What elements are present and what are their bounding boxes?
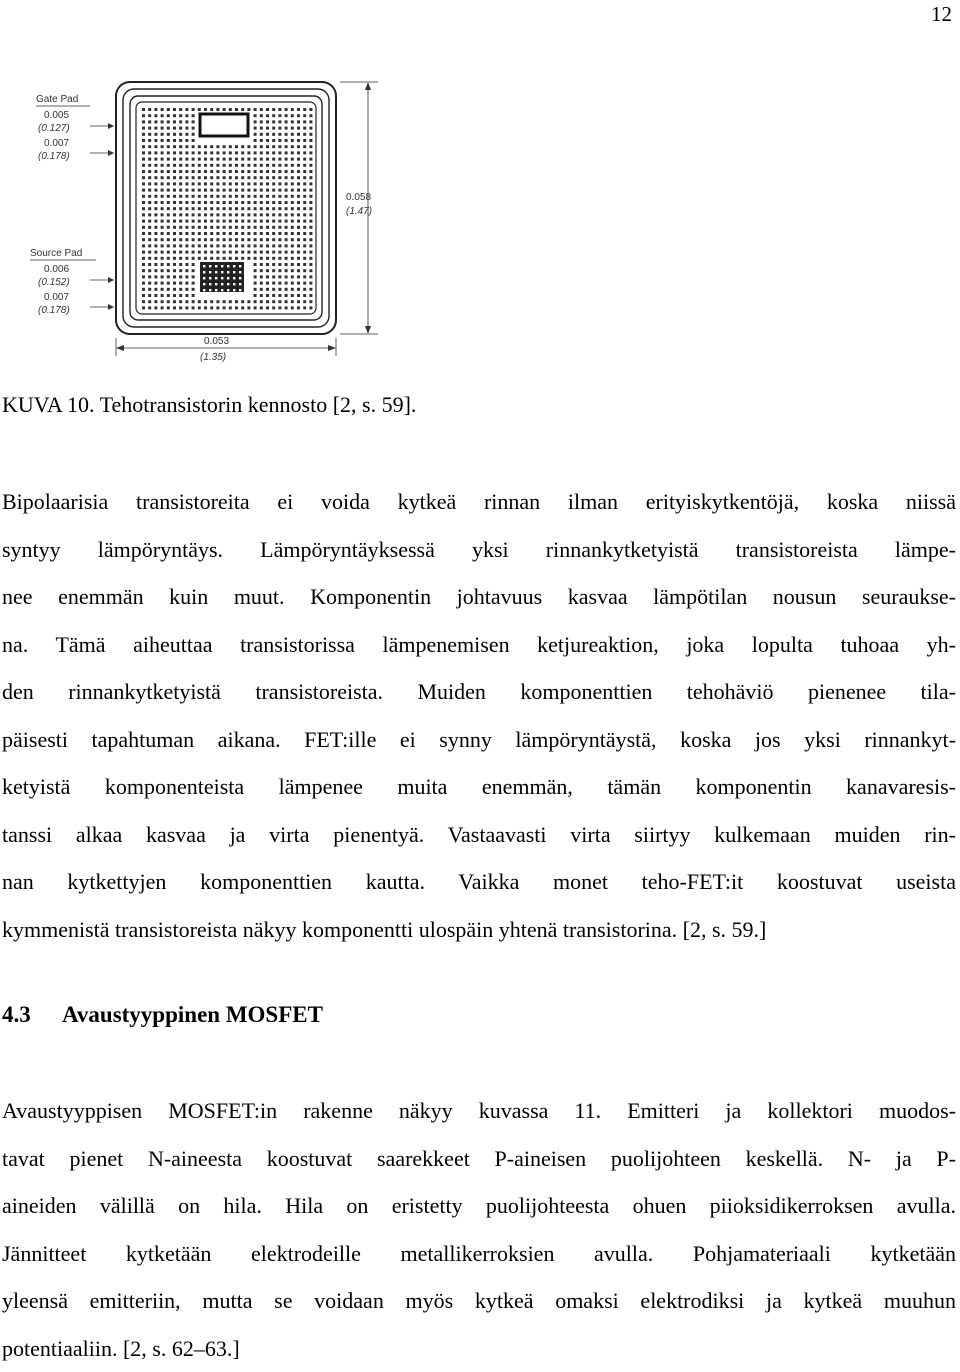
gate-dim2-mm: (0.178) — [38, 151, 70, 162]
width-dim-mm: (1.35) — [200, 352, 226, 363]
text-line: potentiaaliin. [2, s. 62–63.] — [2, 1325, 956, 1372]
section-number: 4.3 — [2, 1002, 62, 1028]
text-line: syntyy lämpöryntäys. Lämpöryntäyksessä yksi rinnankytketyistä transistoreista lämpe- — [2, 526, 956, 574]
text-line: Bipolaarisia transistoreita ei voida kytkeä rinnan ilman erityiskytkentöjä, koska niissä — [2, 478, 956, 526]
gate-dim1-mm: (0.127) — [38, 123, 70, 134]
paragraph-1 — [2, 478, 956, 953]
text-line: ketyistä komponenteista lämpenee muita enemmän, tämän komponentin kanavaresis- — [2, 763, 956, 811]
source-pad-label: Source Pad — [30, 248, 82, 259]
height-dim: 0.058 — [346, 192, 371, 203]
text-line: nee enemmän kuin muut. Komponentin johtavuus kasvaa lämpötilan nousun seuraukse- — [2, 573, 956, 621]
text-line: na. Tämä aiheuttaa transistorissa lämpenemisen ketjureaktion, joka lopulta tuhoaa yh- — [2, 621, 956, 669]
section-title: Avaustyyppinen MOSFET — [62, 1002, 323, 1027]
gate-dim2: 0.007 — [44, 138, 69, 149]
text-line: tanssi alkaa kasvaa ja virta pienentyä. Vastaavasti virta siirtyy kulkemaan muiden rin- — [2, 811, 956, 859]
text-line: Avaustyyppisen MOSFET:in rakenne näkyy kuvassa 11. Emitteri ja kollektori muodos- — [2, 1087, 956, 1135]
source-dim1: 0.006 — [44, 264, 69, 275]
gate-dim1: 0.005 — [44, 110, 69, 121]
figure-caption: KUVA 10. Tehotransistorin kennosto [2, s. 59]. — [2, 392, 416, 418]
source-dim2: 0.007 — [44, 292, 69, 303]
source-dim2-mm: (0.178) — [38, 305, 70, 316]
height-dim-mm: (1.47) — [346, 206, 372, 217]
text-line: yleensä emitteriin, mutta se voidaan myös kytkeä omaksi elektrodiksi ja kytkeä muuhun — [2, 1277, 956, 1325]
text-line: den rinnankytketyistä transistoreista. Muiden komponenttien tehohäviö pienenee tila- — [2, 668, 956, 716]
gate-pad — [200, 114, 248, 136]
width-dim: 0.053 — [204, 336, 229, 347]
text-line: nan kytkettyjen komponenttien kautta. Vaikka monet teho-FET:it koostuvat useista — [2, 858, 956, 906]
text-line: kymmenistä transistoreista näkyy komponentti ulospäin yhtenä transistorina. [2, s. 59.] — [2, 906, 956, 954]
transistor-cell-figure — [28, 60, 428, 370]
section-heading — [2, 1002, 323, 1028]
text-line: tavat pienet N-aineesta koostuvat saarekkeet P-aineisen puolijohteen keskellä. N- ja P- — [2, 1135, 956, 1183]
gate-pad-label: Gate Pad — [36, 94, 78, 105]
text-line: Jännitteet kytketään elektrodeille metallikerroksien avulla. Pohjamateriaali kytketään — [2, 1230, 956, 1278]
source-dim1-mm: (0.152) — [38, 277, 70, 288]
paragraph-2 — [2, 1087, 956, 1372]
text-line: päisesti tapahtuman aikana. FET:ille ei synny lämpöryntäystä, koska jos yksi rinnankyt- — [2, 716, 956, 764]
page-number: 12 — [931, 2, 952, 27]
text-line: aineiden välillä on hila. Hila on eristetty puolijohteesta ohuen piioksidikerroksen avulla. — [2, 1182, 956, 1230]
